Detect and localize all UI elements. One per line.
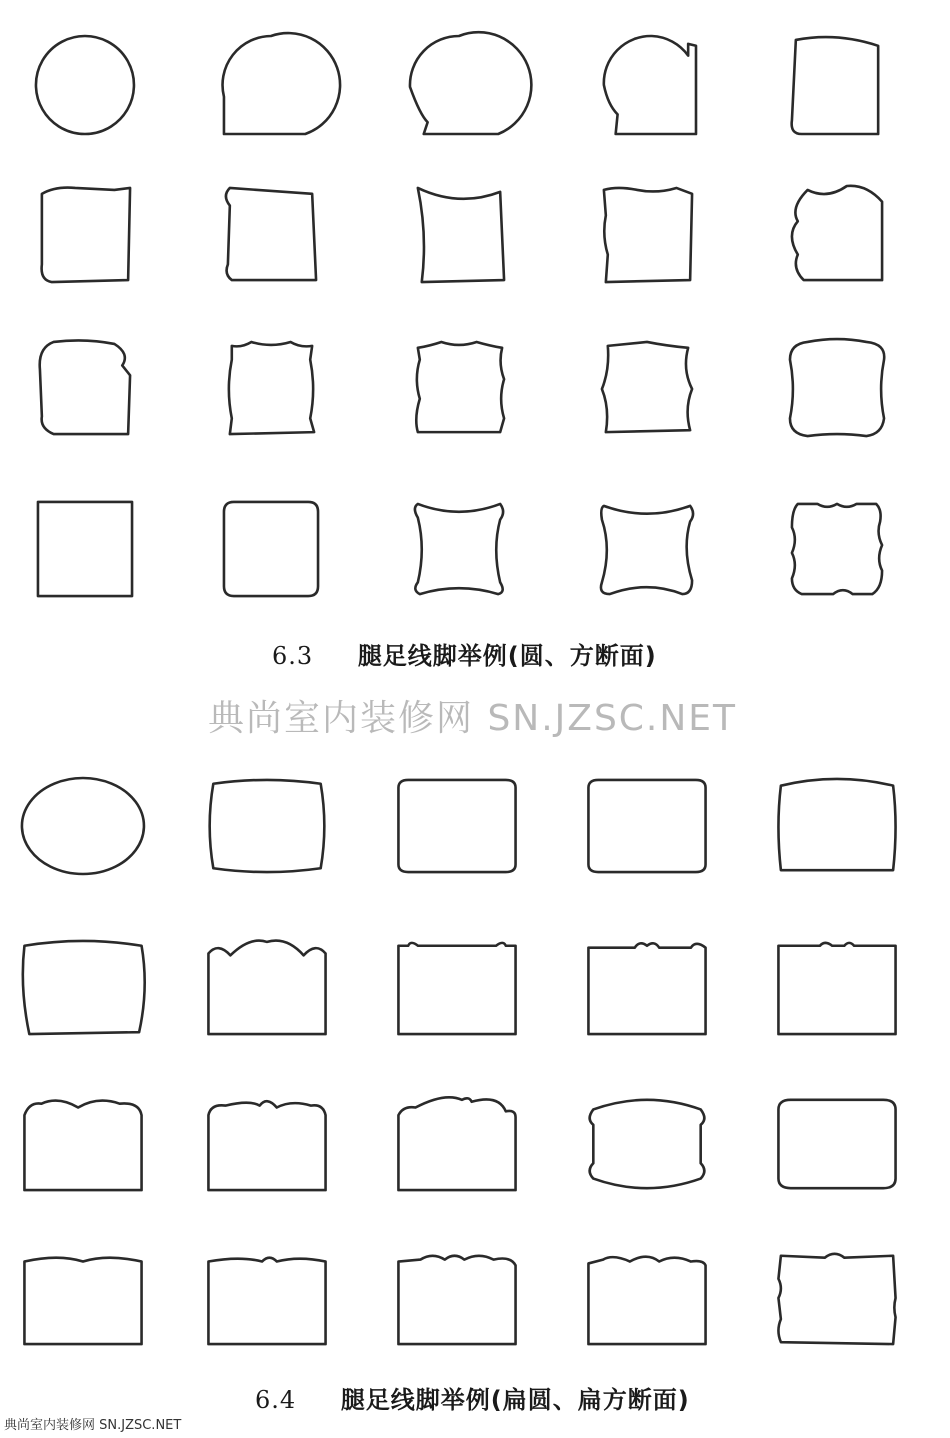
oval-rect-profile-r3c1 (24, 1101, 141, 1190)
watermark: 典尚室内装修网 SN.JZSC.NET (208, 698, 738, 739)
oval-rect-profile-r4c4 (588, 1257, 705, 1344)
oval-rect-profile-r4c5 (778, 1254, 895, 1344)
oval-rect-profile-r4c2 (208, 1258, 325, 1344)
figure-6-3-title: 腿足线脚举例(圆、方断面) (357, 642, 657, 670)
round-square-profile-r4c5 (792, 504, 882, 594)
round-square-profile-r2c3 (418, 188, 504, 282)
figure-6-4-title: 腿足线脚举例(扁圆、扁方断面) (340, 1386, 690, 1414)
oval-rect-profile-r2c4 (588, 943, 705, 1034)
round-square-profile-r4c3 (415, 504, 503, 594)
oval-rect-profile-r1c3 (398, 780, 515, 872)
oval-rect-profile-r2c3 (398, 943, 515, 1034)
round-square-profile-r2c5 (792, 186, 882, 280)
oval-rect-profile-r2c1 (23, 941, 145, 1034)
figure-6-4-caption (255, 1380, 690, 1415)
oval-rect-profile-r3c3 (398, 1097, 515, 1190)
round-square-profile-r3c2 (229, 342, 314, 434)
oval-rect-profile-r3c2 (208, 1101, 325, 1190)
oval-rect-profile-r1c4 (588, 780, 705, 872)
figure-6-4-oval-rect-sections (22, 778, 896, 1344)
round-square-profile-r3c5 (790, 339, 884, 436)
oval-rect-profile-r3c4 (590, 1100, 705, 1188)
oval-rect-profile-r1c2 (210, 780, 325, 872)
footer-watermark: 典尚室内装修网 SN.JZSC.NET (4, 1418, 182, 1433)
oval-rect-profile-r1c1 (22, 778, 144, 874)
round-square-profile-r4c2 (224, 502, 318, 596)
figure-6-4-number: 6.4 (255, 1386, 297, 1414)
oval-rect-profile-r4c3 (398, 1256, 515, 1344)
round-square-profile-r3c1 (40, 340, 130, 434)
round-square-profile-r2c2 (226, 188, 316, 280)
oval-rect-profile-r1c5 (778, 779, 895, 870)
oval-rect-profile-r2c5 (778, 943, 895, 1034)
round-square-profile-r2c4 (604, 188, 692, 282)
oval-rect-profile-r3c5 (778, 1100, 895, 1188)
round-square-profile-r4c4 (601, 506, 693, 594)
round-square-profile-r2c1 (42, 188, 130, 282)
oval-rect-profile-r2c2 (208, 941, 325, 1034)
round-square-profile-r1c1 (36, 36, 134, 134)
figure-6-3-round-square-sections (36, 32, 884, 596)
round-square-profile-r1c4 (604, 36, 696, 134)
figure-6-3-caption (272, 636, 657, 671)
round-square-profile-r3c3 (416, 342, 504, 432)
figure-6-3-number: 6.3 (272, 642, 314, 670)
oval-rect-profile-r4c1 (24, 1258, 141, 1344)
round-square-profile-r1c3 (410, 32, 531, 134)
round-square-profile-r4c1 (38, 502, 132, 596)
round-square-profile-r1c2 (223, 33, 341, 134)
round-square-profile-r3c4 (602, 342, 692, 432)
round-square-profile-r1c5 (792, 37, 879, 134)
